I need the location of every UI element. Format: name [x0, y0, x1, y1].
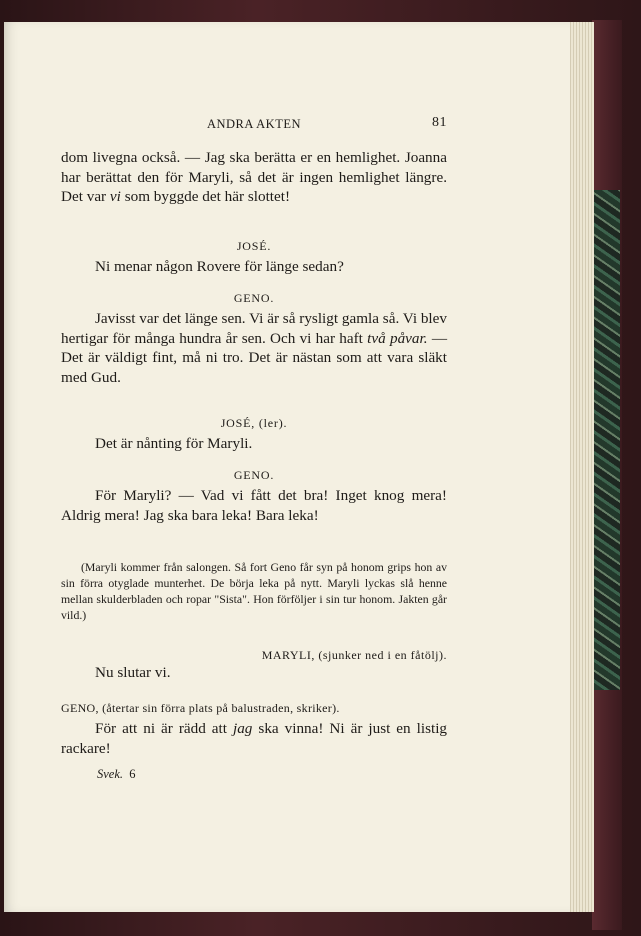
paragraph-3 — [61, 309, 447, 387]
paragraph-1 — [61, 148, 447, 207]
paragraph-3-text: Javisst var det länge sen. Vi är så rysligt gamla så. Vi blev hertigar för många hundra år sen. Och vi har haft — [61, 310, 447, 347]
speaker-jose-2: JOSÉ, (ler). — [220, 416, 288, 430]
signature-number: 6 — [129, 767, 136, 781]
running-header — [61, 115, 447, 135]
paragraph-3-end: — Det är väldigt fint, må ni tro. Det är nästan som att vara släkt med Gud. — [61, 329, 447, 386]
speaker-geno-1: GENO. — [233, 291, 275, 305]
paragraph-1-end: som byggde det här slottet! — [124, 188, 291, 205]
paragraph-3-emphasis: två påvar. — [367, 329, 428, 347]
speaker-jose-1: JOSÉ. — [236, 239, 272, 253]
speaker-geno-3: GENO, (återtar sin förra plats på balustraden, skriker). — [61, 701, 340, 715]
paragraph-6: Nu slutar vi. — [95, 664, 171, 681]
paragraph-7-emphasis: jag — [232, 720, 253, 737]
paragraph-2: Ni menar någon Rovere för länge sedan? — [95, 258, 344, 275]
printer-signature — [97, 767, 136, 782]
speaker-maryli: MARYLI, (sjunker ned i en fåtölj). — [261, 648, 447, 662]
page-stack-edge — [568, 22, 594, 912]
book-page — [4, 22, 570, 912]
paragraph-1-text: dom livegna också. — Jag ska berätta er en hemlighet. Joanna har berättat den för Maryli, så det är ingen hemlighet längre. Det var — [61, 149, 447, 205]
signature-title: Svek. — [97, 767, 124, 781]
paragraph-1-emphasis: vi — [109, 188, 121, 205]
stage-direction: (Maryli kommer från salongen. Så fort Geno får syn på honom grips hon av sin förra otyglade munterhet. De börja leka på nytt. Maryli lyckas slå henne mellan skulderbladen och ropar "Sista". Hon förföljer i sin tur honom. Jakten går vild.) — [61, 560, 447, 622]
paragraph-7-text: För att ni är rädd att — [95, 720, 227, 737]
marbled-endpaper — [594, 190, 620, 690]
paragraph-5: För Maryli? — Vad vi fått det bra! Inget knog mera! Aldrig mera! Jag ska bara leka! Bara leka! — [61, 487, 447, 524]
page-number: 81 — [432, 115, 447, 130]
running-title: ANDRA AKTEN — [206, 117, 302, 131]
paragraph-7-end: ska vinna! Ni är just en listig rackare! — [61, 720, 448, 757]
paragraph-4: Det är nånting för Maryli. — [95, 435, 253, 452]
paragraph-7 — [61, 719, 447, 758]
speaker-geno-2: GENO. — [233, 468, 275, 482]
